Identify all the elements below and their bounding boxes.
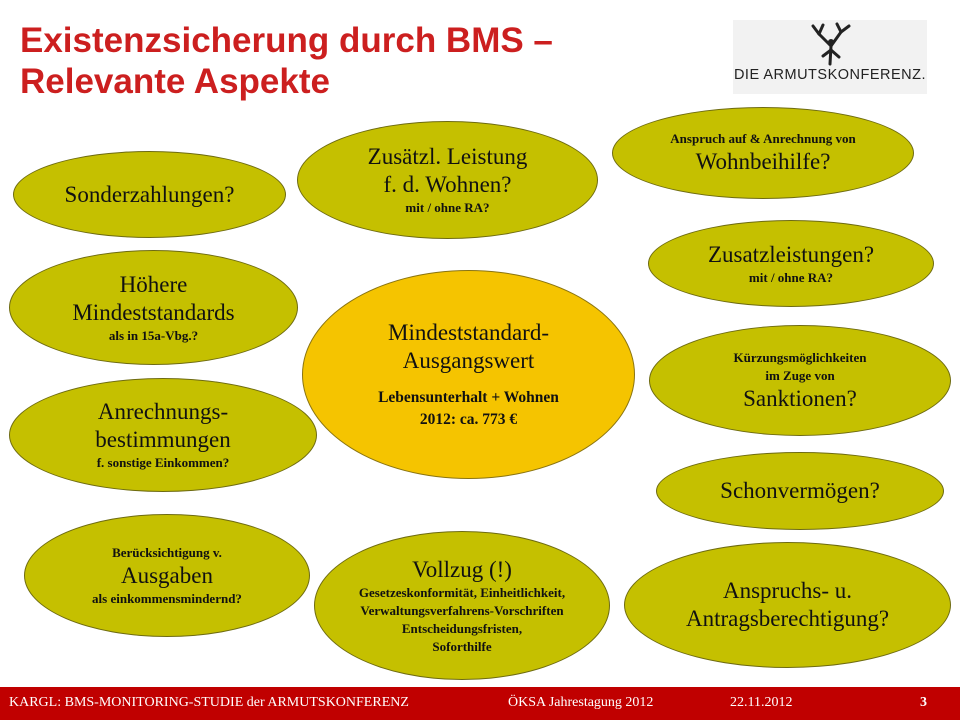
bubble-anrechnung-line1: Anrechnungs- xyxy=(97,399,229,424)
bubble-sanktionen-sub1: Kürzungsmöglichkeiten xyxy=(733,349,867,365)
bubble-zusatzleistungen xyxy=(648,220,934,307)
footer-date: 22.11.2012 xyxy=(730,695,793,710)
bubble-mindeststandards-sub: als in 15a-Vbg.? xyxy=(108,327,199,343)
bubble-sonderzahlungen xyxy=(13,151,286,238)
bubble-anspruch-line2: Antragsberechtigung? xyxy=(685,606,890,631)
bubble-ausgaben-sub1: Berücksichtigung v. xyxy=(112,544,222,560)
bubble-ausgaben xyxy=(24,514,310,637)
bubble-sanktionen-sub2: im Zuge von xyxy=(765,367,835,383)
logo-text: DIE ARMUTSKONFERENZ. xyxy=(733,67,927,83)
bubble-mindeststandards xyxy=(9,250,298,365)
bubble-vollzug xyxy=(314,531,610,680)
footer-bar xyxy=(0,687,960,720)
armutskonferenz-logo xyxy=(733,20,927,94)
bubble-sanktionen-label: Sanktionen? xyxy=(743,385,857,411)
page-number: 3 xyxy=(920,695,927,710)
bubble-mindeststandard-center xyxy=(302,270,635,479)
bubble-schonvermoegen xyxy=(656,452,944,530)
center-sub1: Lebensunterhalt + Wohnen xyxy=(378,388,559,406)
bubble-zusatzleistungen-label: Zusatzleistungen? xyxy=(707,241,875,267)
bubble-anspruch-line1: Anspruchs- u. xyxy=(722,578,853,603)
center-line2: Ausgangswert xyxy=(402,347,535,373)
bubble-ausgaben-label: Ausgaben xyxy=(121,562,213,588)
slide-title-line1: Existenzsicherung durch BMS – xyxy=(20,21,553,60)
footer-event-text: ÖKSA Jahrestagung 2012 xyxy=(508,695,654,710)
bubble-wohnbeihilfe-sub: Anspruch auf & Anrechnung von xyxy=(670,131,856,146)
bubble-anrechnung-sub: f. sonstige Einkommen? xyxy=(96,455,230,470)
bubble-sanktionen xyxy=(649,325,951,436)
bubble-wohnbeihilfe xyxy=(612,107,914,199)
logo-head-icon xyxy=(828,39,834,45)
bubble-schonvermoegen-label: Schonvermögen? xyxy=(720,478,880,503)
bubble-mindeststandards-line1: Höhere xyxy=(119,271,188,297)
bubble-anrechnung-line2: bestimmungen xyxy=(95,427,231,452)
bubble-zusatzleistungen-sub: mit / ohne RA? xyxy=(748,269,834,285)
bubble-wohnen-line1: Zusätzl. Leistung xyxy=(367,144,528,169)
bubble-vollzug-label: Vollzug (!) xyxy=(412,556,512,582)
bubble-vollzug-sub2: Verwaltungsverfahrens-Vorschriften xyxy=(360,602,564,618)
bubble-vollzug-sub1: Gesetzeskonformität, Einheitlichkeit, xyxy=(358,584,566,600)
center-line1: Mindeststandard- xyxy=(388,319,549,345)
bubble-vollzug-sub4: Soforthilfe xyxy=(432,638,492,654)
bubble-mindeststandards-line2: Mindeststandards xyxy=(72,299,235,325)
center-sub2: 2012: ca. 773 € xyxy=(419,410,518,428)
bubble-anrechnung xyxy=(9,378,317,492)
slide-title-line2: Relevante Aspekte xyxy=(20,62,330,101)
bubble-wohnen-line2: f. d. Wohnen? xyxy=(383,172,512,197)
slide-title xyxy=(20,20,680,102)
bubble-anspruch xyxy=(624,542,951,668)
bubble-wohnen-sub: mit / ohne RA? xyxy=(405,200,490,215)
bubble-ausgaben-sub2: als einkommensmindernd? xyxy=(92,590,242,606)
bubble-wohnen xyxy=(297,121,598,239)
bubble-wohnbeihilfe-label: Wohnbeihilfe? xyxy=(695,149,831,174)
bubble-vollzug-sub3: Entscheidungsfristen, xyxy=(401,620,523,636)
footer-left-text: KARGL: BMS-MONITORING-STUDIE der ARMUTSKONFERENZ xyxy=(9,695,409,710)
bubble-sonderzahlungen-label: Sonderzahlungen? xyxy=(64,181,235,207)
